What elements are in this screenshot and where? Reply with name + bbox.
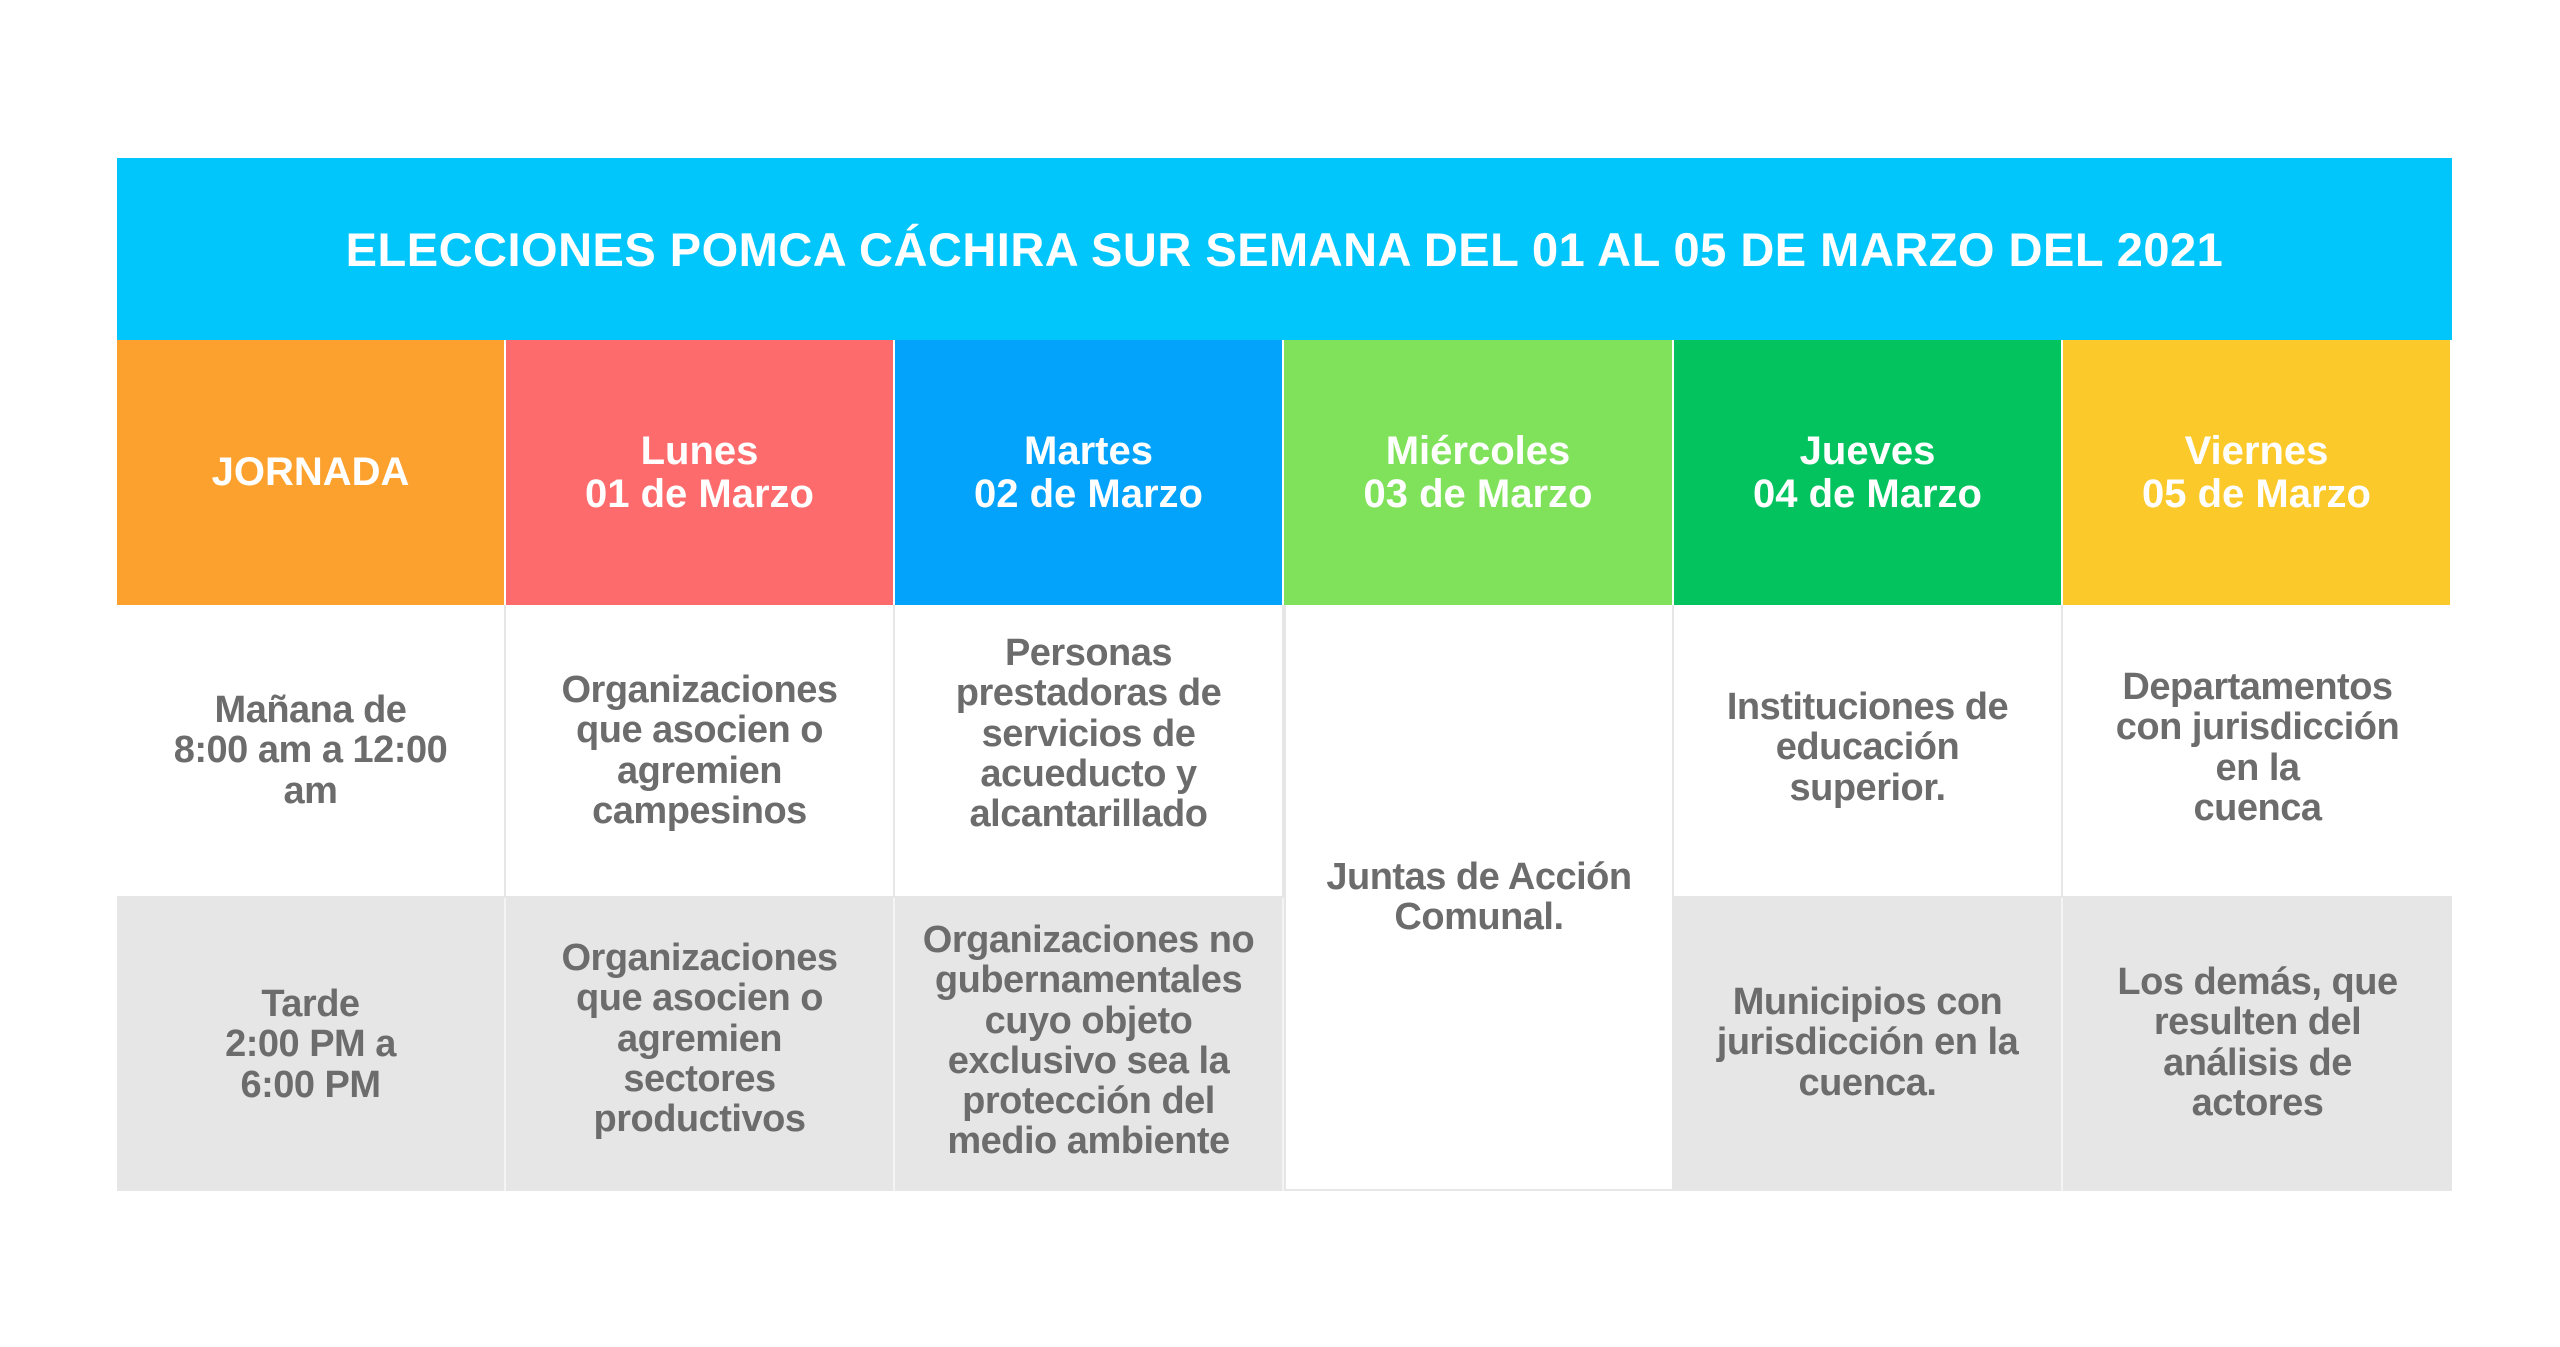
cell-tarde-jornada: Tarde 2:00 PM a 6:00 PM <box>117 898 506 1191</box>
cell-tarde-jueves: Municipios con jurisdicción en la cuenca. <box>1674 898 2063 1191</box>
cell-manana-jornada: Mañana de 8:00 am a 12:00 am <box>117 605 506 898</box>
header-miercoles: Miércoles 03 de Marzo <box>1284 340 1674 605</box>
header-lunes: Lunes 01 de Marzo <box>506 340 895 605</box>
cell-tarde-lunes: Organizaciones que asocien o agremien sectores productivos <box>506 898 895 1191</box>
cell-tarde-martes: Organizaciones no gubernamentales cuyo objeto exclusivo sea la protección del medio ambiente <box>895 898 1284 1191</box>
cell-tarde-viernes: Los demás, que resulten del análisis de actores <box>2063 898 2452 1191</box>
cell-miercoles-both: Juntas de Acción Comunal. <box>1284 605 1674 1191</box>
schedule-table <box>117 158 2452 1191</box>
cell-manana-lunes: Organizaciones que asocien o agremien campesinos <box>506 605 895 898</box>
schedule-grid <box>117 340 2452 1191</box>
cell-manana-viernes: Departamentos con jurisdicción en la cuenca <box>2063 605 2452 898</box>
header-viernes: Viernes 05 de Marzo <box>2063 340 2452 605</box>
cell-manana-jueves: Instituciones de educación superior. <box>1674 605 2063 898</box>
header-martes: Martes 02 de Marzo <box>895 340 1284 605</box>
cell-manana-martes: Personas prestadoras de servicios de acueducto y alcantarillado <box>895 605 1284 898</box>
table-title: ELECCIONES POMCA CÁCHIRA SUR SEMANA DEL 01 AL 05 DE MARZO DEL 2021 <box>117 158 2452 340</box>
header-jueves: Jueves 04 de Marzo <box>1674 340 2063 605</box>
header-jornada: JORNADA <box>117 340 506 605</box>
